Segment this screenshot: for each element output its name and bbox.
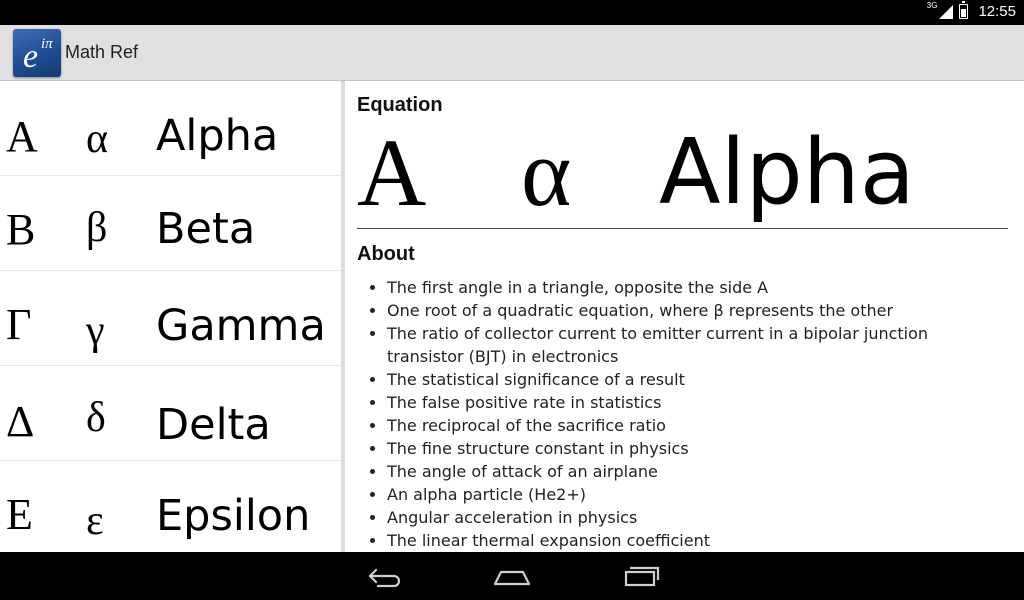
status-icons [927, 3, 1016, 20]
app-icon-base: e [23, 38, 39, 75]
about-item: • An alpha particle (He2+) [387, 483, 1007, 506]
list-item-name: Alpha [156, 111, 279, 161]
e-to-i-pi-icon[interactable] [13, 29, 61, 77]
about-item: • The statistical significance of a result [387, 368, 1007, 391]
list-item-lower: β [86, 205, 108, 251]
about-list [387, 276, 1007, 552]
list-item-lower: α [86, 116, 109, 162]
equation-lower: α [521, 119, 572, 226]
list-item-upper: Γ [6, 300, 32, 349]
equation-name: Alpha [659, 120, 915, 225]
list-item-gamma[interactable] [0, 271, 341, 366]
navigation-bar [0, 552, 1024, 600]
list-item-lower: ε [86, 498, 104, 544]
list-item-name: Delta [156, 400, 271, 450]
about-item: • The angle of attack of an airplane [387, 460, 1007, 483]
about-item: • The first angle in a triangle, opposite the side A [387, 276, 1007, 299]
back-icon[interactable] [364, 564, 404, 588]
battery-icon [959, 4, 968, 19]
list-item-beta[interactable] [0, 176, 341, 271]
about-item: • The fine structure constant in physics [387, 437, 1007, 460]
list-item-delta[interactable] [0, 366, 341, 461]
about-item: • One root of a quadratic equation, where β represents the other [387, 299, 1007, 322]
equation-heading: Equation [357, 94, 443, 116]
list-item-alpha[interactable] [0, 81, 341, 176]
list-item-name: Epsilon [156, 491, 311, 541]
about-item: • Angular acceleration in physics [387, 506, 1007, 529]
equation-upper: Α [357, 119, 427, 226]
status-bar [0, 0, 1024, 25]
list-item-upper: Ε [6, 490, 33, 539]
app-title: Math Ref [65, 42, 139, 62]
clock: 12:55 [978, 3, 1016, 20]
signal-icon [939, 5, 953, 19]
list-item-name: Beta [156, 204, 256, 254]
list-item-upper: Α [6, 112, 38, 161]
about-item: • The reciprocal of the sacrifice ratio [387, 414, 1007, 437]
recent-apps-icon[interactable] [620, 564, 660, 588]
main-content [0, 81, 1024, 552]
letter-list[interactable] [0, 81, 341, 552]
home-icon[interactable] [492, 564, 532, 588]
list-item-epsilon[interactable] [0, 461, 341, 552]
action-bar [0, 25, 1024, 81]
list-item-lower: γ [86, 308, 105, 354]
app-icon-exponent: iπ [41, 36, 53, 52]
network-type-label: 3G [926, 1, 938, 10]
list-item-name: Gamma [156, 301, 326, 351]
list-item-lower: δ [86, 395, 106, 441]
about-item: • The linear thermal expansion coefficient [387, 529, 1007, 552]
about-item: • The false positive rate in statistics [387, 391, 1007, 414]
list-item-upper: Β [6, 205, 36, 254]
equation-rule [357, 228, 1008, 229]
list-item-upper: Δ [6, 397, 35, 446]
detail-pane[interactable] [345, 81, 1024, 552]
about-item: • The ratio of collector current to emitter current in a bipolar junction transistor (BJT) in electronics [387, 322, 1007, 368]
about-heading: About [357, 243, 415, 265]
